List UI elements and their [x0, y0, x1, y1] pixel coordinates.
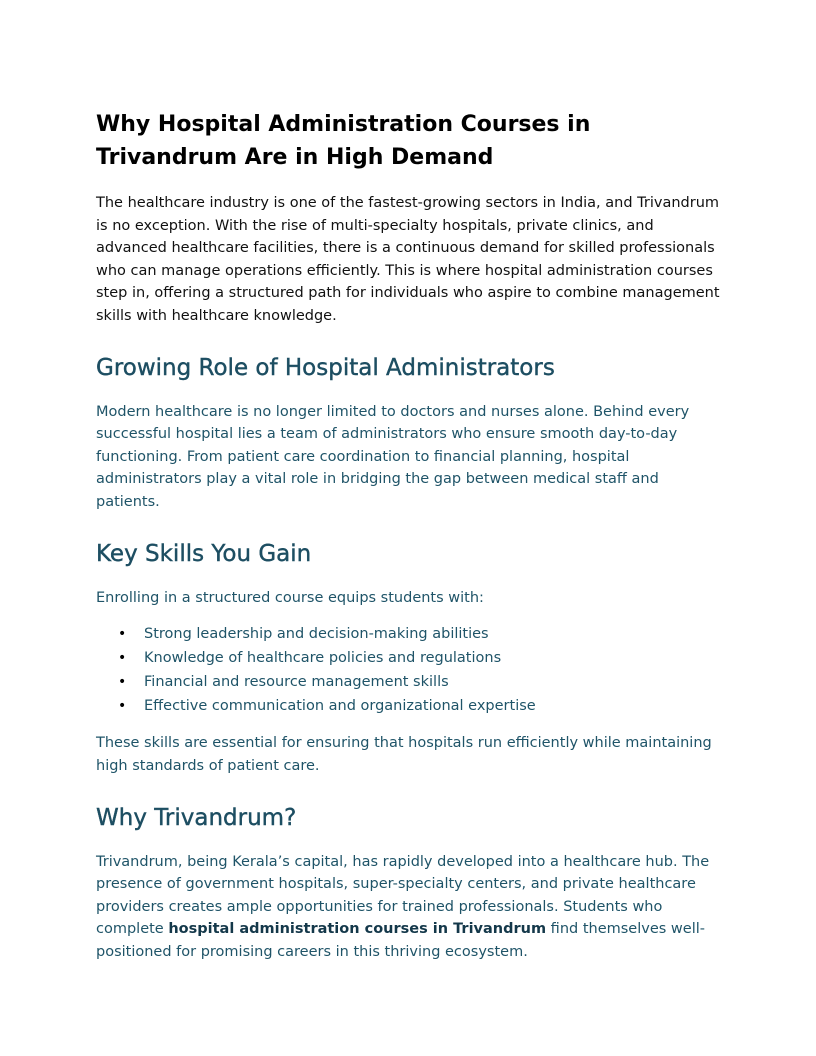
- why-trivandrum-paragraph: [96, 851, 724, 964]
- page-title: Why Hospital Administration Courses in Trivandrum Are in High Demand: [96, 112, 591, 170]
- list-item: [96, 623, 724, 647]
- list-item: [96, 671, 724, 695]
- bullet-icon: •: [118, 649, 127, 666]
- skill-text: Strong leadership and decision-making abilities: [144, 626, 489, 643]
- heading-why-trivandrum: Why Trivandrum?: [96, 804, 297, 831]
- bullet-icon: •: [118, 697, 127, 714]
- why-trivandrum-text-after: find themselves well-positioned for promising careers in this thriving ecosystem.: [96, 921, 705, 960]
- skill-text: Financial and resource management skills: [144, 673, 449, 690]
- keyword-highlight: hospital administration courses in Trivandrum: [168, 921, 547, 938]
- heading-key-skills: Key Skills You Gain: [96, 540, 312, 567]
- growing-role-paragraph: Modern healthcare is no longer limited to doctors and nurses alone. Behind every successful hospital lies a team of administrators who ensure smooth day-to-day functioning. From patient care coordination to financial planning, hospital administrators play a vital role in bridging the gap between medical staff and patients.: [96, 403, 690, 510]
- skills-list: [96, 623, 724, 718]
- key-skills-lead: Enrolling in a structured course equips students with:: [96, 589, 484, 606]
- list-item: [96, 695, 724, 719]
- document-page: [96, 108, 724, 963]
- bullet-icon: •: [118, 626, 127, 643]
- intro-paragraph: The healthcare industry is one of the fastest-growing sectors in India, and Trivandrum is no exception. With the rise of multi-specialty hospitals, private clinics, and advanced healthcare facilities, there is a continuous demand for skilled professionals who can manage operations efficiently. This is where hospital administration courses step in, offering a structured path for individuals who aspire to combine management skills with healthcare knowledge.: [96, 195, 720, 324]
- why-trivandrum-text-before: Trivandrum, being Kerala’s capital, has rapidly developed into a healthcare hub. The presence of government hospitals, super-specialty centers, and private healthcare providers creates ample opportunities for trained professionals. Students who complete: [96, 853, 710, 938]
- list-item: [96, 647, 724, 671]
- key-skills-closing: These skills are essential for ensuring that hospitals run efficiently while maintaining high standards of patient care.: [96, 735, 712, 774]
- skill-text: Effective communication and organizational expertise: [144, 697, 536, 714]
- skill-text: Knowledge of healthcare policies and regulations: [144, 649, 502, 666]
- bullet-icon: •: [118, 673, 127, 690]
- heading-growing-role: Growing Role of Hospital Administrators: [96, 354, 555, 381]
